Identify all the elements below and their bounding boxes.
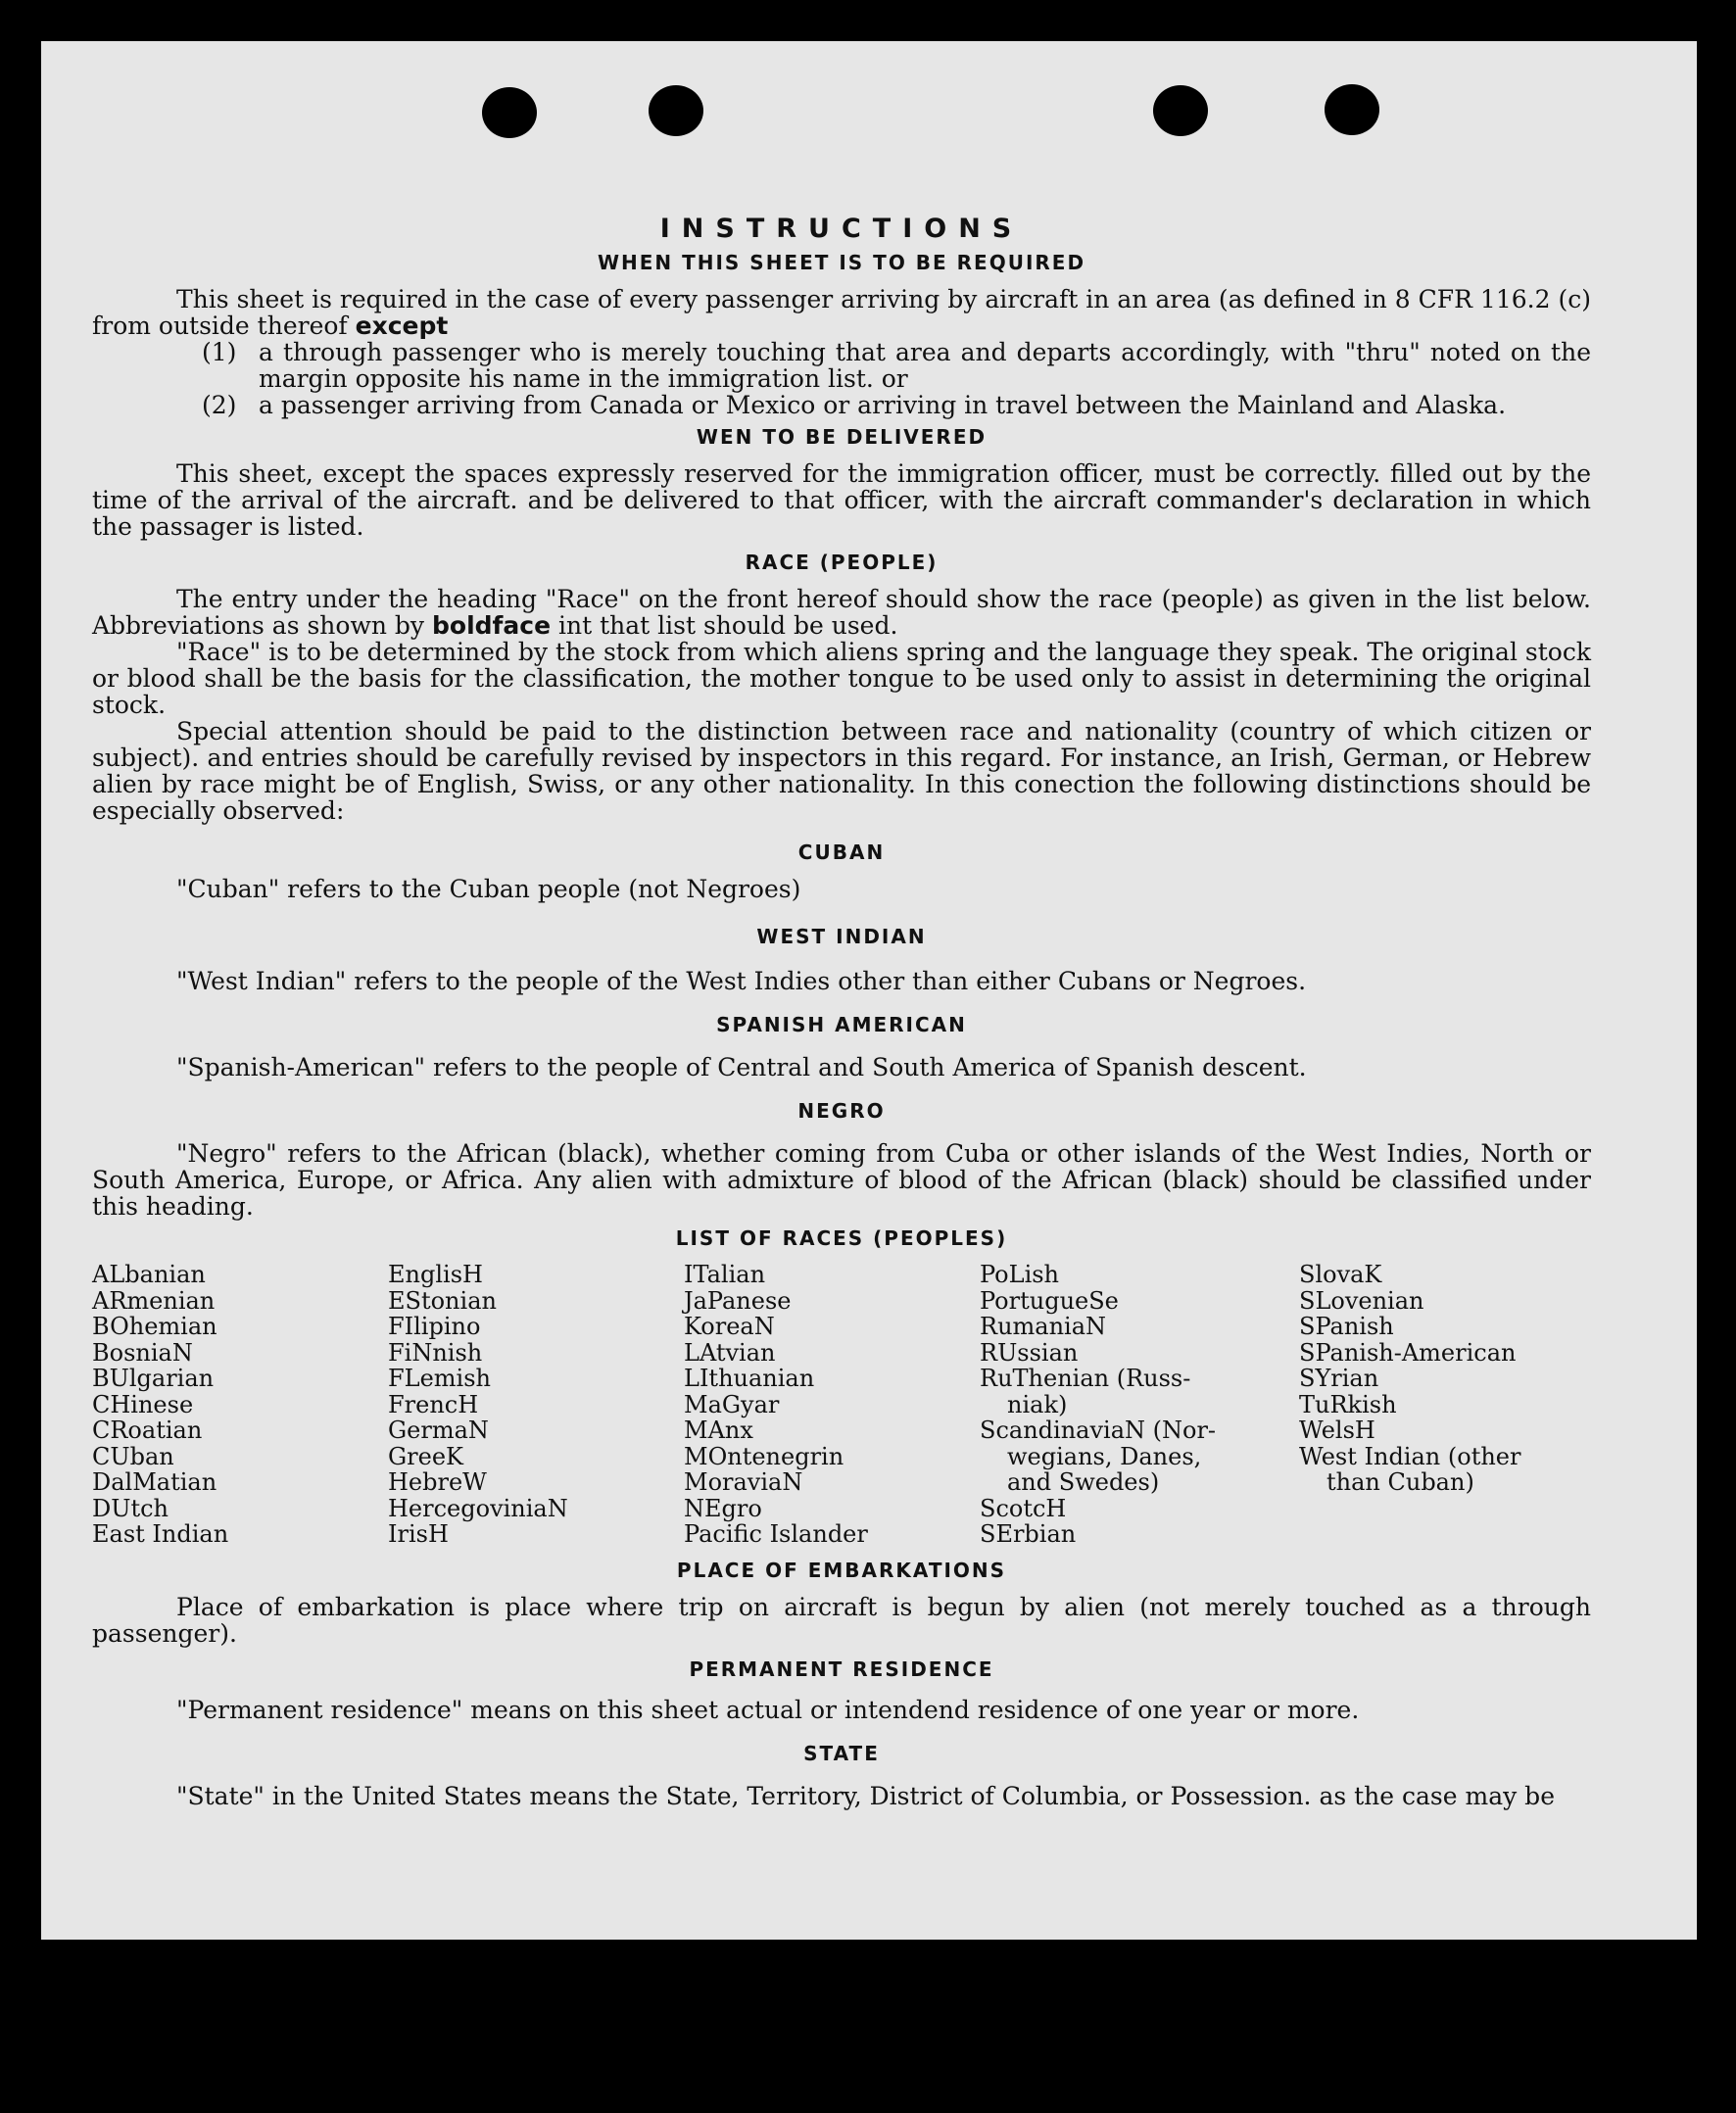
race-item: MaGyar bbox=[684, 1390, 780, 1418]
race-column-5 bbox=[1299, 1262, 1591, 1548]
race-item: RuThenian (Russ- bbox=[980, 1365, 1191, 1392]
race-item: IrisH bbox=[388, 1520, 449, 1548]
spanish-american-paragraph: "Spanish-American" refers to the people of Central and South America of Spanish descent. bbox=[176, 1053, 1307, 1081]
exception-item-1 bbox=[92, 339, 1591, 392]
heading-negro: NEGRO bbox=[797, 1099, 886, 1123]
race-item: HercegoviniaN bbox=[388, 1494, 568, 1522]
instructions-content bbox=[92, 168, 1591, 1809]
race-item: EnglisH bbox=[388, 1261, 483, 1288]
race-item: ITalian bbox=[684, 1261, 766, 1288]
exception-text: a passenger arriving from Canada or Mexico or arriving in travel between the Mainland and Alaska. bbox=[259, 391, 1507, 419]
race-item: RumaniaN bbox=[980, 1313, 1107, 1340]
page-title: INSTRUCTIONS bbox=[659, 214, 1024, 244]
race-item: PortugueSe bbox=[980, 1286, 1119, 1315]
race-column-1 bbox=[92, 1262, 388, 1548]
punch-hole bbox=[649, 85, 703, 136]
race-paragraph-3: Special attention should be paid to the distinction between race and nationality (country of which citizen or subject). and entries should be carefully revised by inspectors in this regard. For instance, an Irish, German, or Hebrew alien by race might be of English, Swiss, or any other nationality. In this conection the following distinctions should be especially observed: bbox=[92, 717, 1591, 825]
west-indian-paragraph: "West Indian" refers to the people of the West Indies other than either Cubans or Negroes. bbox=[176, 967, 1307, 995]
race-item: FiNnish bbox=[388, 1338, 483, 1367]
race-item: ScandinaviaN (Nor- bbox=[980, 1417, 1217, 1444]
heading-place-of-embarkation: PLACE OF EMBARKATIONS bbox=[676, 1558, 1007, 1582]
boldface-word: boldface bbox=[432, 611, 552, 640]
punch-hole bbox=[482, 87, 537, 138]
heading-when-required: WHEN THIS SHEET IS TO BE REQUIRED bbox=[597, 251, 1086, 274]
heading-state: STATE bbox=[803, 1741, 880, 1765]
heading-list-of-races: LIST OF RACES (PEOPLES) bbox=[675, 1226, 1008, 1250]
race-item: GermaN bbox=[388, 1417, 489, 1444]
race-column-3 bbox=[684, 1262, 980, 1548]
race-item: DalMatian bbox=[92, 1468, 217, 1496]
document-sheet bbox=[41, 41, 1697, 1940]
negro-paragraph: "Negro" refers to the African (black), whether coming from Cuba or other islands of the West Indies, North or South America, Europe, or Africa. Any alien with admixture of blood of the African (black) should be classified under this heading. bbox=[92, 1139, 1591, 1221]
delivered-paragraph: This sheet, except the spaces expressly reserved for the immigration officer, must be correctly. filled out by the time of the arrival of the aircraft. and be delivered to that officer, with the aircraft commander's declaration in which the passager is listed. bbox=[92, 459, 1591, 541]
embarkation-paragraph: Place of embarkation is place where trip on aircraft is begun by alien (not merely touched as a through passenger). bbox=[92, 1592, 1591, 1648]
race-item: JaPanese bbox=[684, 1286, 792, 1315]
race-item: BOhemian bbox=[92, 1313, 217, 1340]
punch-hole bbox=[1153, 85, 1208, 136]
race-item: PoLish bbox=[980, 1261, 1060, 1288]
race-item: BosniaN bbox=[92, 1338, 193, 1367]
race-item: LAtvian bbox=[684, 1338, 776, 1367]
race-item: LIthuanian bbox=[684, 1365, 815, 1392]
race-item: FLemish bbox=[388, 1365, 491, 1392]
race-item: SErbian bbox=[980, 1520, 1077, 1548]
heading-cuban: CUBAN bbox=[797, 840, 886, 864]
race-item: NEgro bbox=[684, 1494, 762, 1522]
race-item: SlovaK bbox=[1299, 1261, 1382, 1288]
race-item: MoraviaN bbox=[684, 1468, 803, 1496]
race-paragraph-2: "Race" is to be determined by the stock from which aliens spring and the language they speak. The original stock or blood shall be the basis for the classification, the mother tongue to be used only to assist in determining the original stock. bbox=[92, 638, 1591, 719]
race-item: SPanish bbox=[1299, 1313, 1394, 1340]
cuban-paragraph: "Cuban" refers to the Cuban people (not Negroes) bbox=[176, 875, 801, 903]
race-item: WelsH bbox=[1299, 1417, 1375, 1444]
race-item: RUssian bbox=[980, 1338, 1079, 1367]
race-item: BUlgarian bbox=[92, 1365, 215, 1392]
race-item: HebreW bbox=[388, 1468, 487, 1496]
race-text: int that list should be used. bbox=[558, 611, 898, 640]
race-item: FrencH bbox=[388, 1390, 479, 1418]
race-item: West Indian (other bbox=[1299, 1442, 1521, 1470]
exception-item-2 bbox=[92, 392, 1591, 418]
race-item: MAnx bbox=[684, 1417, 753, 1444]
race-item: Pacific Islander bbox=[684, 1520, 868, 1548]
race-item: ARmenian bbox=[92, 1286, 216, 1315]
race-item: CUban bbox=[92, 1442, 174, 1470]
heading-west-indian: WEST INDIAN bbox=[756, 925, 927, 948]
race-item: SLovenian bbox=[1299, 1286, 1424, 1315]
race-item-continuation: than Cuban) bbox=[1326, 1468, 1474, 1496]
race-item: DUtch bbox=[92, 1494, 169, 1522]
race-item: FIlipino bbox=[388, 1313, 481, 1340]
race-item: ScotcH bbox=[980, 1494, 1067, 1522]
race-item-continuation: and Swedes) bbox=[1007, 1468, 1160, 1496]
race-item: CHinese bbox=[92, 1390, 194, 1418]
required-text: This sheet is required in the case of every passenger arriving by aircraft in an area (as defined in 8 CFR 116.2 (c) from outside thereof bbox=[92, 285, 1591, 340]
race-item: CRoatian bbox=[92, 1417, 203, 1444]
race-item-continuation: niak) bbox=[1007, 1390, 1068, 1418]
heading-when-delivered: WEN TO BE DELIVERED bbox=[696, 425, 988, 449]
race-item: GreeK bbox=[388, 1442, 463, 1470]
punch-hole bbox=[1325, 84, 1379, 135]
race-item: SPanish-American bbox=[1299, 1338, 1517, 1367]
except-word: except bbox=[355, 312, 449, 340]
heading-spanish-american: SPANISH AMERICAN bbox=[716, 1013, 967, 1036]
heading-permanent-residence: PERMANENT RESIDENCE bbox=[689, 1657, 994, 1681]
race-item: SYrian bbox=[1299, 1365, 1379, 1392]
exception-number: (1) bbox=[202, 338, 237, 366]
heading-race: RACE (PEOPLE) bbox=[745, 551, 939, 574]
race-item: East Indian bbox=[92, 1520, 229, 1548]
state-paragraph: "State" in the United States means the State, Territory, District of Columbia, or Possession. as the case may be bbox=[176, 1781, 1555, 1810]
race-item: EStonian bbox=[388, 1286, 497, 1315]
residence-paragraph: "Permanent residence" means on this sheet actual or intendend residence of one year or more. bbox=[176, 1695, 1360, 1724]
race-item: TuRkish bbox=[1299, 1390, 1397, 1418]
race-column-2 bbox=[388, 1262, 684, 1548]
race-item: ALbanian bbox=[92, 1261, 206, 1288]
race-text: The entry under the heading "Race" on the front hereof should show the race (people) as given in the list below. Abbreviations as shown by bbox=[92, 585, 1591, 640]
exception-text: a through passenger who is merely touching that area and departs accordingly, with "thru" noted on the margin opposite his name in the immigration list. or bbox=[259, 338, 1591, 393]
exception-number: (2) bbox=[202, 391, 237, 419]
race-item: MOntenegrin bbox=[684, 1442, 844, 1470]
race-item-continuation: wegians, Danes, bbox=[1007, 1442, 1202, 1470]
required-paragraph bbox=[92, 286, 1591, 339]
race-paragraph-1 bbox=[92, 586, 1591, 639]
races-list bbox=[92, 1262, 1591, 1548]
race-item: KoreaN bbox=[684, 1313, 775, 1340]
race-column-4 bbox=[980, 1262, 1299, 1548]
